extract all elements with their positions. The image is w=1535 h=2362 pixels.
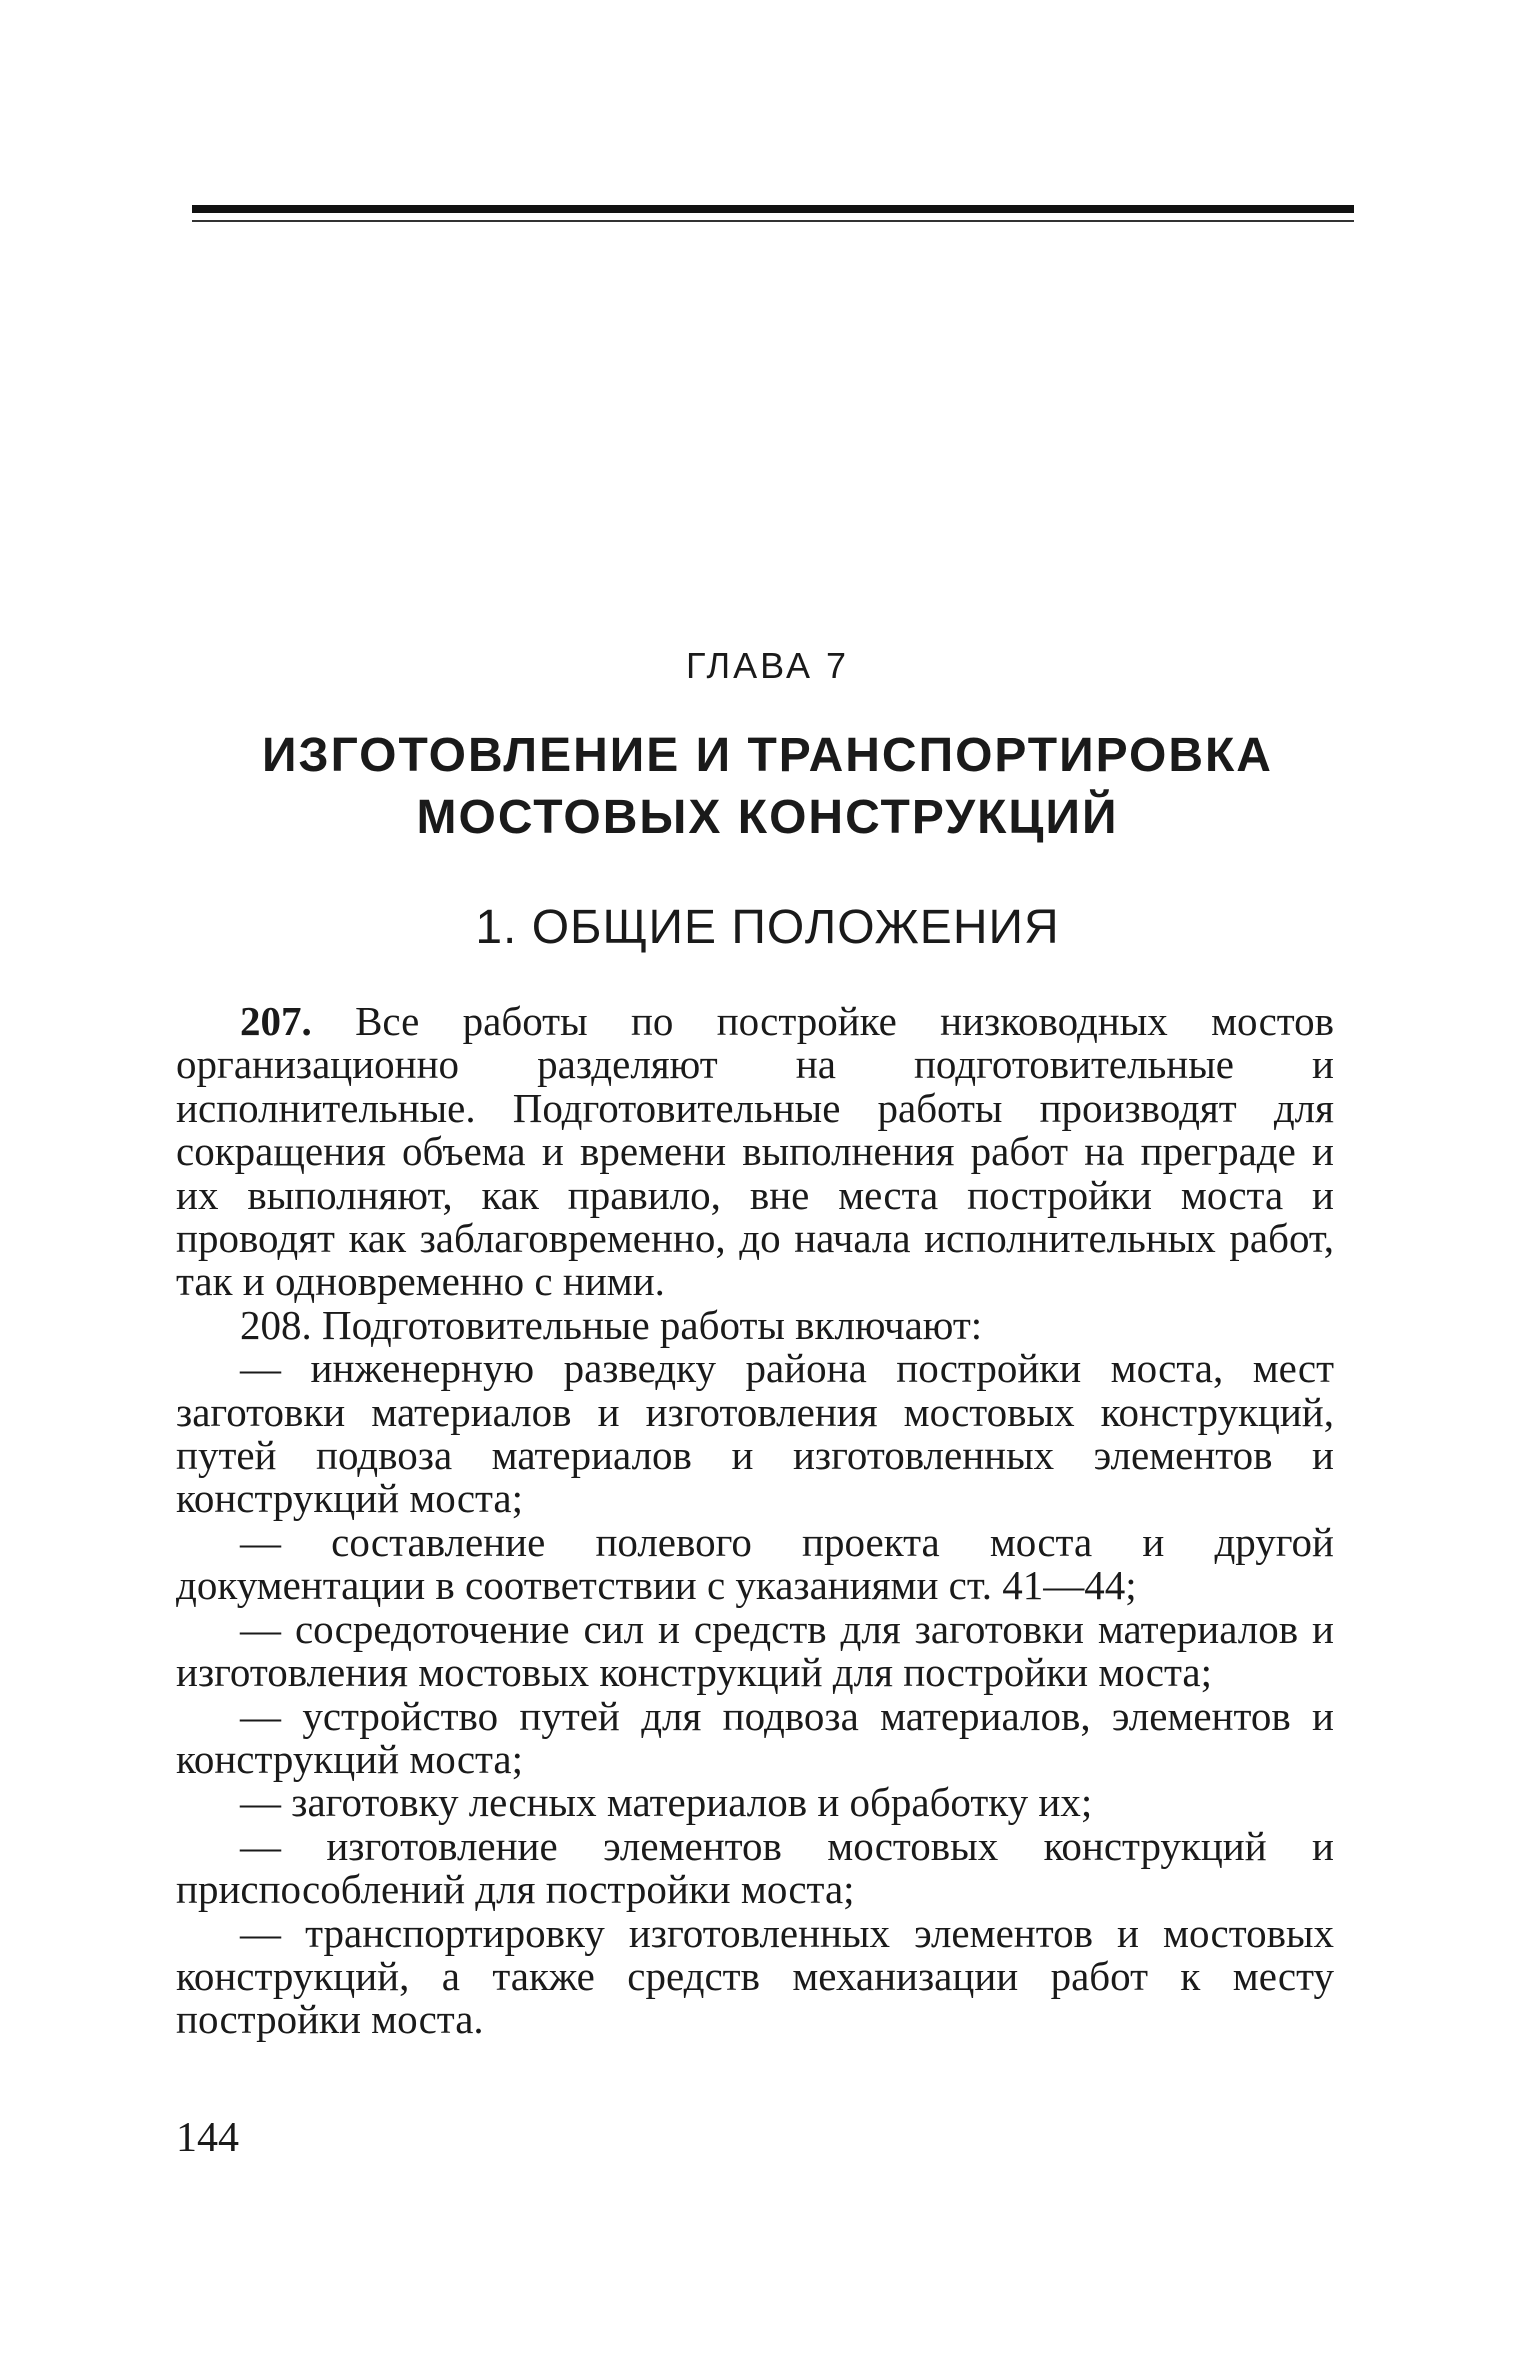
header-rule-thin — [192, 220, 1354, 222]
list-item: — транспортировку изготовленных элементов и мостовых конструкций, а также средств механизации работ к месту постройки моста. — [176, 1909, 1334, 2043]
chapter-title-line-1: ИЗГОТОВЛЕНИЕ И ТРАНСПОРТИРОВКА — [262, 729, 1273, 782]
chapter-label: ГЛАВА 7 — [686, 645, 849, 686]
list-item: — сосредоточение сил и средств для заготовки материалов и изготовления мостовых конструкций для постройки моста; — [176, 1605, 1334, 1696]
body-text — [176, 1000, 1334, 2042]
list-item: — составление полевого проекта моста и другой документации в соответствии с указаниями ст. 41—44; — [176, 1518, 1334, 1609]
page-number: 144 — [176, 2115, 239, 2161]
paragraph-207 — [176, 1000, 1334, 1304]
paragraph-text: Подготовительные работы включают: — [322, 1301, 983, 1348]
list-item: — устройство путей для подвоза материалов, элементов и конструкций моста; — [176, 1692, 1334, 1782]
header-rule-thick — [192, 205, 1354, 213]
paragraph-text: Все работы по постройке низководных мостов организационно разделяют на подготовительные и исполнительные. Подготовительные работы производят для сокращения объема и времени выполнения работ на преграде и их выполняют, как правило, вне места постройки моста и проводят как заблаговременно, до начала исполнительных работ, так и одновременно с ними. — [176, 998, 1335, 1305]
paragraph-208 — [176, 1301, 1334, 1348]
section-title: 1. ОБЩИЕ ПОЛОЖЕНИЯ — [475, 901, 1060, 954]
chapter-title — [0, 725, 1535, 849]
list-item: — изготовление элементов мостовых конструкций и приспособлений для постройки моста; — [176, 1822, 1334, 1913]
list-item: — заготовку лесных материалов и обработку их; — [240, 1779, 1093, 1826]
chapter-title-line-2: МОСТОВЫХ КОНСТРУКЦИЙ — [416, 791, 1119, 844]
list-item: — инженерную разведку района постройки моста, мест заготовки материалов и изготовления мостовых конструкций, путей подвоза материалов и изготовленных элементов и конструкций моста; — [176, 1345, 1334, 1522]
paragraph-number: 208. — [240, 1301, 312, 1348]
paragraph-number: 207. — [240, 998, 312, 1044]
